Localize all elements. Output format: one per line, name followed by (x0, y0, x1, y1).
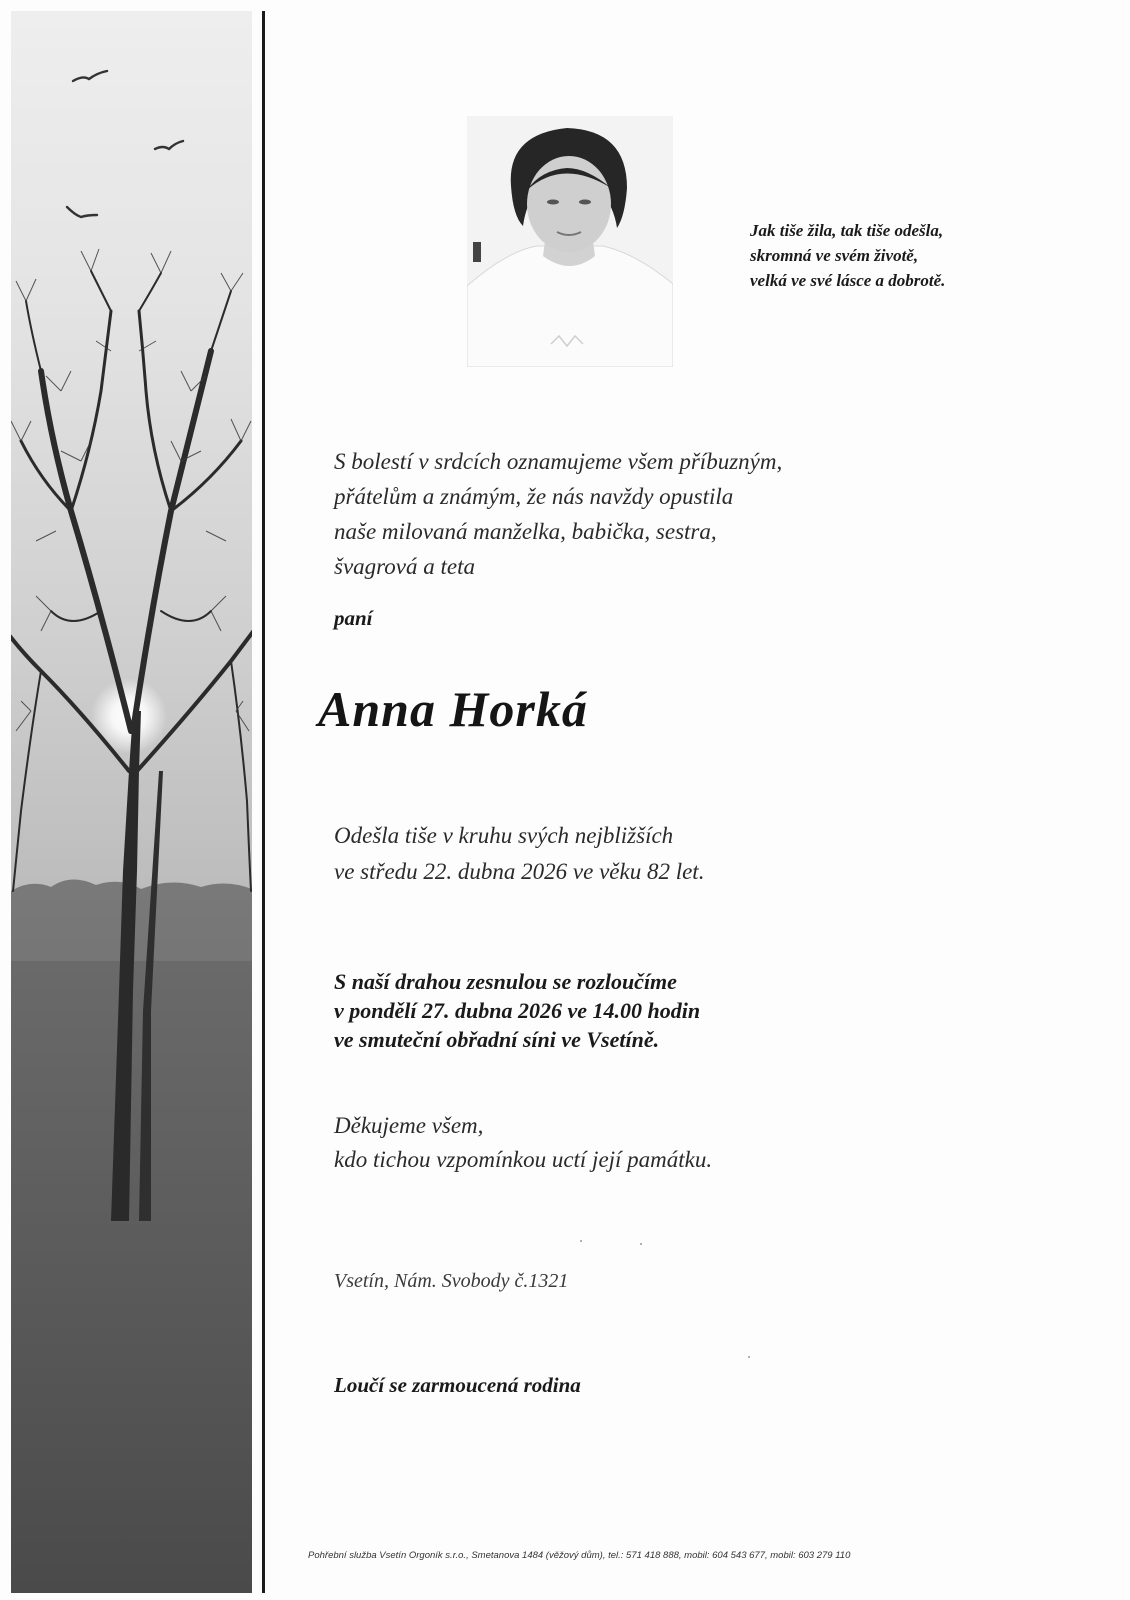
birds (67, 71, 183, 217)
quote-line: skromná ve svém životě, (750, 246, 919, 265)
portrait-photo (467, 116, 673, 367)
memorial-quote (750, 218, 1070, 293)
honorific: paní (334, 606, 373, 630)
announcement-line: přátelům a známým, že nás navždy opustila (334, 484, 734, 509)
funeral-service-footer: Pohřební služba Vsetín Orgoník s.r.o., Smetanova 1484 (věžový dům), tel.: 571 418 888, mobil: 604 543 677, mobil: 603 279 110 (308, 1550, 851, 1561)
deceased-name: Anna Horká (318, 681, 588, 737)
scan-speck (748, 1356, 750, 1358)
vertical-divider (262, 11, 265, 1593)
passing-line: Odešla tiše v kruhu svých nejbližších (334, 823, 674, 848)
thanks-line: Děkujeme všem, (334, 1113, 484, 1138)
bird-2 (155, 141, 183, 149)
announcement-line: naše milovaná manželka, babička, sestra, (334, 519, 717, 544)
quote-line: Jak tiše žila, tak tiše odešla, (750, 221, 944, 240)
bird-1 (73, 71, 107, 81)
farewell-line: ve smuteční obřadní síni ve Vsetíně. (334, 1027, 660, 1052)
scan-speck (640, 1243, 642, 1245)
family-signoff: Loučí se zarmoucená rodina (334, 1373, 581, 1397)
farewell-ceremony (334, 967, 1034, 1054)
scan-speck (580, 1240, 582, 1242)
decorative-tree-photo (11, 11, 252, 1593)
passing-details (334, 818, 1034, 890)
announcement-line: S bolestí v srdcích oznamujeme všem příbuzným, (334, 449, 783, 474)
passing-line: ve středu 22. dubna 2026 ve věku 82 let. (334, 859, 705, 884)
announcement-line: švagrová a teta (334, 554, 475, 579)
announcement-text (334, 444, 1034, 584)
thanks-text (334, 1109, 1034, 1177)
quote-line: velká ve své lásce a dobrotě. (750, 271, 946, 290)
family-address: Vsetín, Nám. Svobody č.1321 (334, 1270, 569, 1292)
farewell-line: v pondělí 27. dubna 2026 ve 14.00 hodin (334, 998, 701, 1023)
bird-3 (67, 207, 97, 217)
farewell-line: S naší drahou zesnulou se rozloučíme (334, 969, 677, 994)
thanks-line: kdo tichou vzpomínkou uctí její památku. (334, 1147, 713, 1172)
